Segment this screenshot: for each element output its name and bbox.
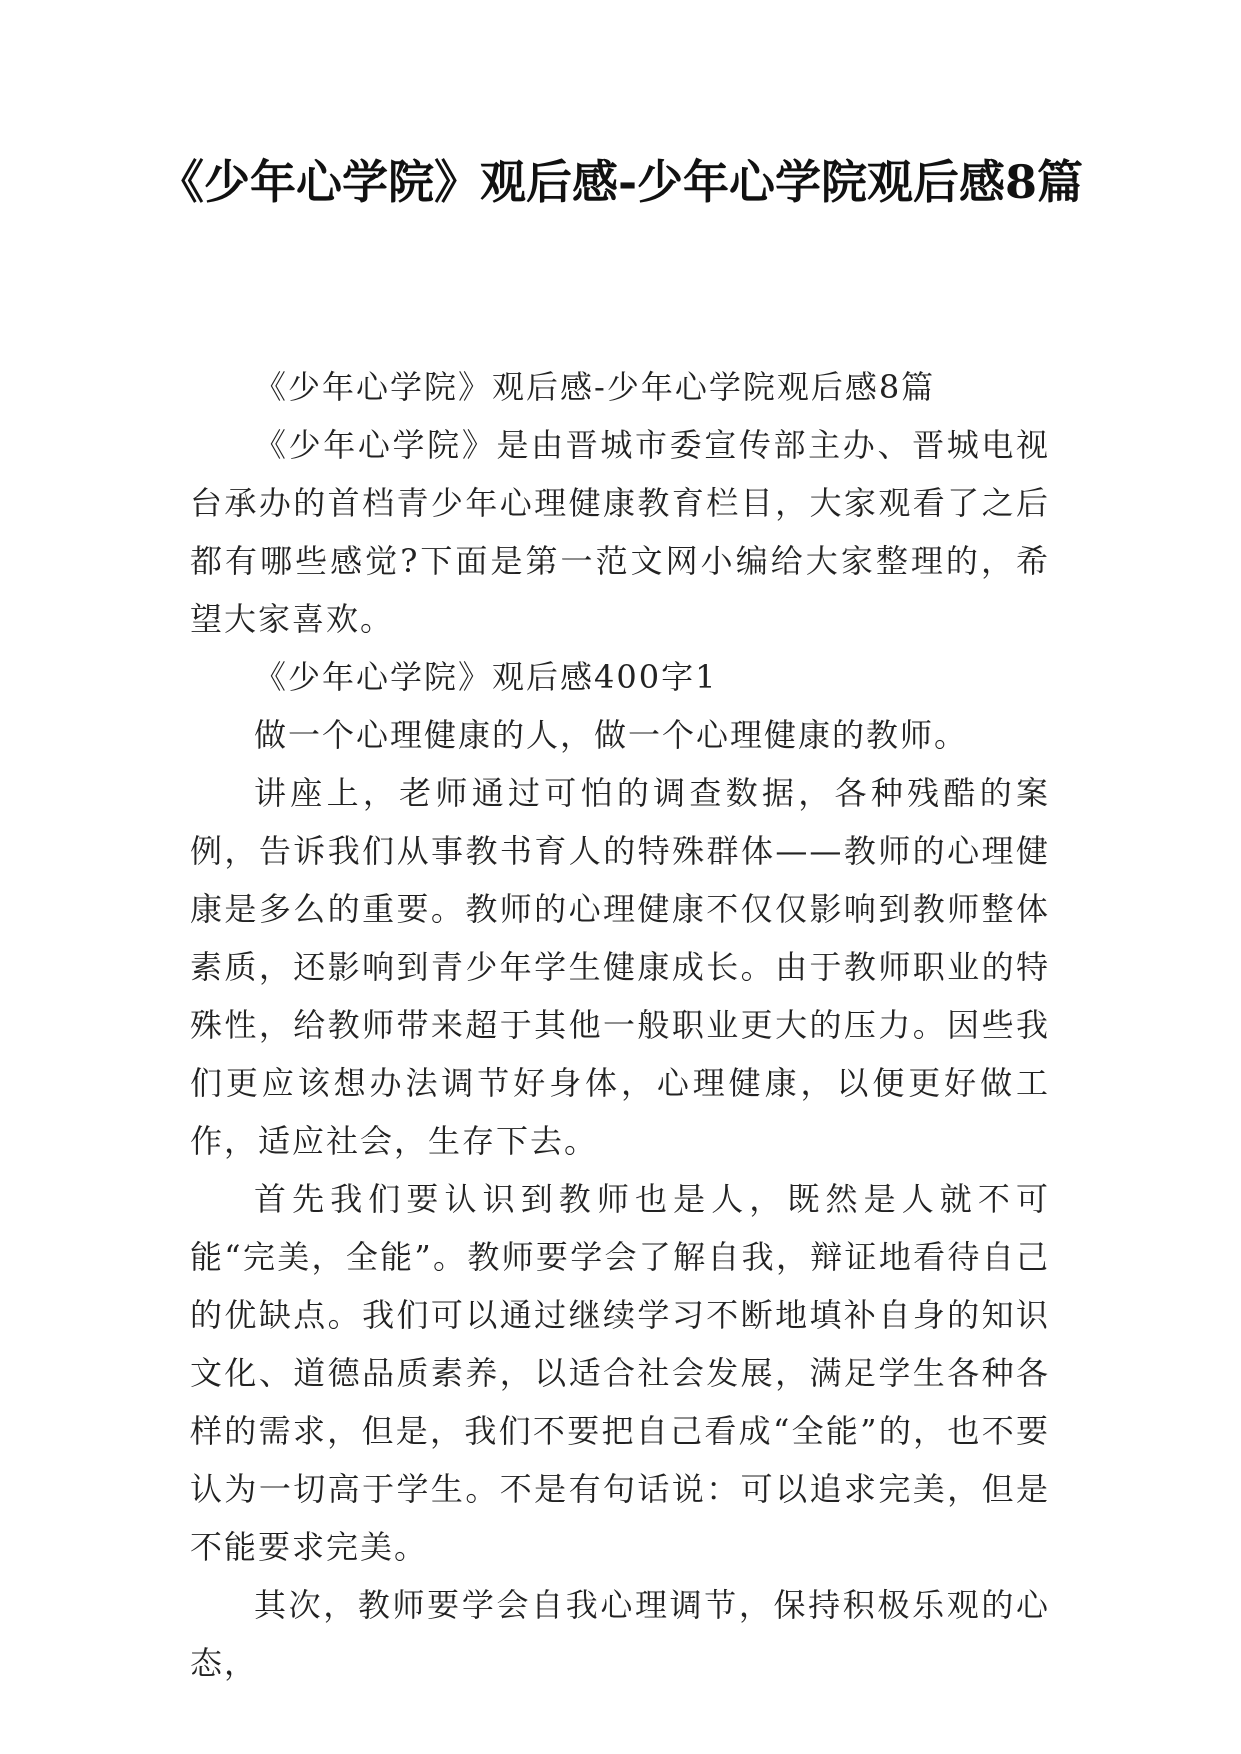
document-body [190,358,1050,1692]
document-title: 《少年心学院》观后感-少年心学院观后感8篇 [157,155,1084,209]
paragraph: 《少年心学院》是由晋城市委宣传部主办、晋城电视台承办的首档青少年心理健康教育栏目，大家观看了之后都有哪些感觉?下面是第一范文网小编给大家整理的，希望大家喜欢。 [190,426,1050,638]
paragraph: 其次，教师要学会自我心理调节，保持积极乐观的心态， [190,1586,1050,1682]
paragraph: 首先我们要认识到教师也是人，既然是人就不可能“完美，全能”。教师要学会了解自我，辩证地看待自己的优缺点。我们可以通过继续学习不断地填补自身的知识文化、道德品质素养，以适合社会发展，满足学生各种各样的需求，但是，我们不要把自己看成“全能”的，也不要认为一切高于学生。不是有句话说：可以追求完美，但是不能要求完美。 [190,1180,1050,1566]
paragraph: 《少年心学院》观后感400字1 [254,658,718,696]
paragraph: 讲座上，老师通过可怕的调查数据，各种残酷的案例，告诉我们从事教书育人的特殊群体——教师的心理健康是多么的重要。教师的心理健康不仅仅影响到教师整体素质，还影响到青少年学生健康成长。由于教师职业的特殊性，给教师带来超于其他一般职业更大的压力。因些我们更应该想办法调节好身体，心理健康，以便更好做工作，适应社会，生存下去。 [190,774,1050,1160]
paragraph: 《少年心学院》观后感-少年心学院观后感8篇 [254,368,936,406]
paragraph: 做一个心理健康的人，做一个心理健康的教师。 [254,716,969,754]
